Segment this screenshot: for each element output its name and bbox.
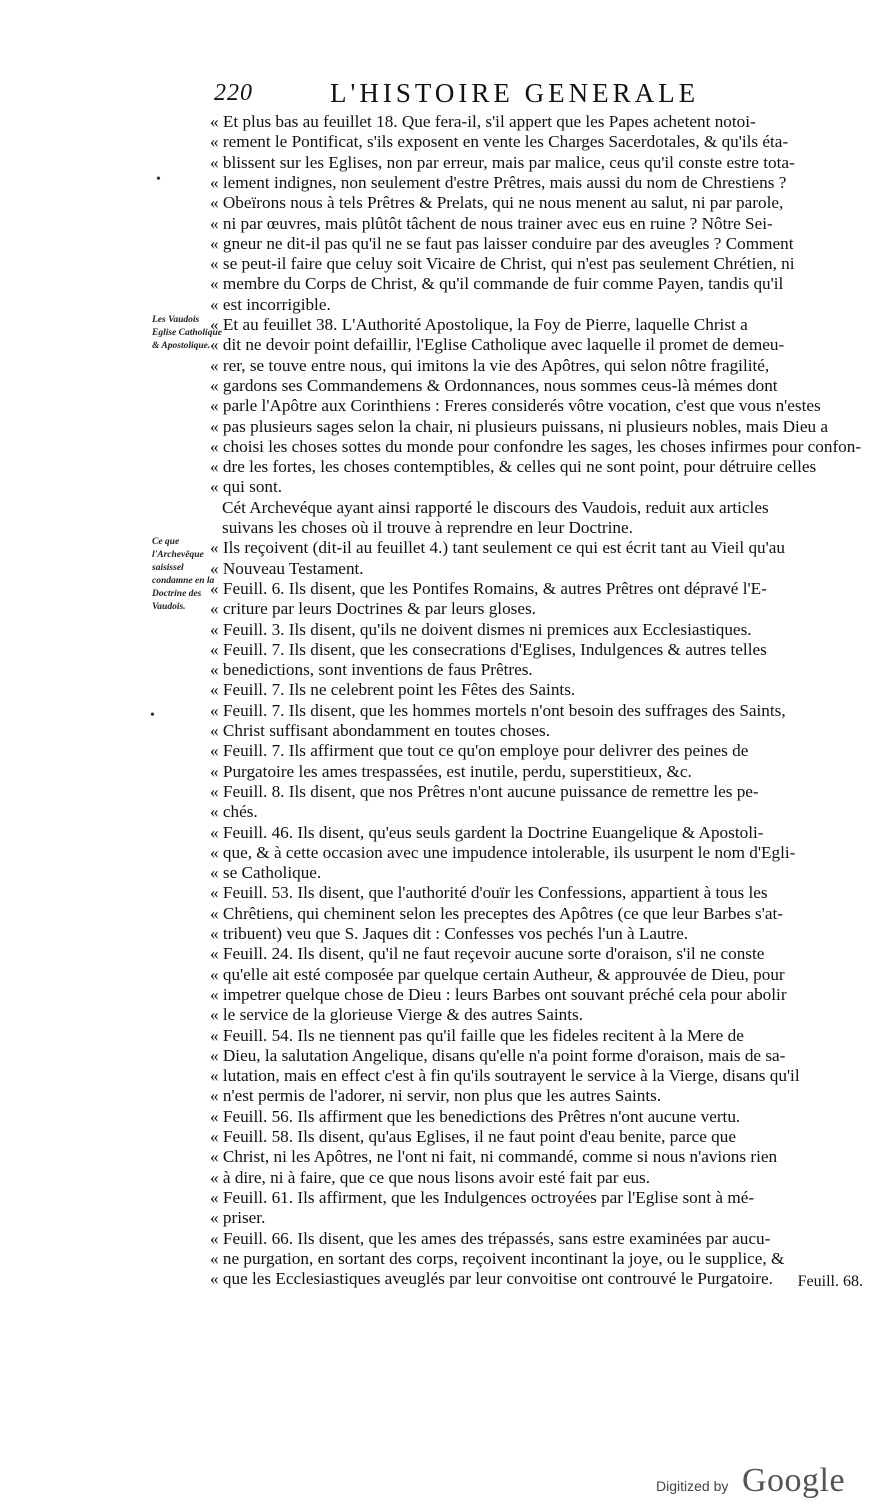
text-line: « rer, se touve entre nous, qui imitons la vie des Apôtres, qui selon nôtre fragilité, (210, 356, 770, 375)
text-line: « benedictions, sont inventions de faus Prêtres. (210, 660, 533, 679)
text-line: « Christ suffisant abondamment en toutes choses. (210, 721, 551, 740)
text-line: « qui sont. (210, 477, 283, 496)
text-line: « se Catholique. (210, 863, 322, 882)
watermark-prefix: Digitized by (656, 1478, 729, 1494)
text-line: suivans les choses où il trouve à reprendre en leur Doctrine. (222, 518, 633, 537)
text-line: « membre du Corps de Christ, & qu'il commande de fuir comme Payen, tandis qu'il (210, 274, 784, 293)
text-line: « à dire, ni à faire, que ce que nous lisons avoir esté fait par eus. (210, 1168, 651, 1187)
margin-note: Les Vaudois Eglise Catholique & Apostolique. (152, 315, 222, 351)
text-line: « Purgatoire les ames trespassées, est inutile, perdu, superstitieux, &c. (210, 762, 692, 781)
text-line: « Feuill. 7. Ils affirment que tout ce qu'on employe pour delivrer des peines de (210, 741, 749, 760)
text-line: « ni par œuvres, mais plûtôt tâchent de nous trainer avec eus en ruine ? Nôtre Sei- (210, 214, 773, 233)
text-line: « rement le Pontificat, s'ils exposent en vente les Charges Sacerdotales, & qu'ils éta- (210, 132, 789, 151)
text-line: « criture par leurs Doctrines & par leurs gloses. (210, 599, 536, 618)
catchword: Feuill. 68. (797, 1273, 863, 1290)
text-line: « priser. (210, 1208, 266, 1227)
text-line: « Et au feuillet 38. L'Authorité Apostolique, la Foy de Pierre, laquelle Christ a (210, 315, 748, 334)
text-line: « n'est permis de l'adorer, ni servir, non plus que les autres Saints. (210, 1086, 662, 1105)
text-line: « impetrer quelque chose de Dieu : leurs Barbes ont souvant préché cela pour abolir (210, 985, 787, 1004)
text-line: « Christ, ni les Apôtres, ne l'ont ni fait, ni commandé, comme si nous n'avions rien (210, 1147, 778, 1166)
text-line: « qu'elle ait esté composée par quelque certain Autheur, & approuvée de Dieu, pour (210, 965, 785, 984)
text-line: « Feuill. 8. Ils disent, que nos Prêtres n'ont aucune puissance de remettre les pe- (210, 782, 759, 801)
text-line: « gneur ne dit-il pas qu'il ne se faut pas laisser conduire par des aveugles ? Comment (210, 234, 794, 253)
page-header (200, 78, 800, 108)
text-line: « Feuill. 56. Ils affirment que les benedictions des Prêtres n'ont aucune vertu. (210, 1107, 741, 1126)
text-line: « Feuill. 6. Ils disent, que les Pontifes Romains, & autres Prêtres ont dépravé l'E- (210, 579, 767, 598)
text-line: « lutation, mais en effect c'est à fin qu'ils soutrayent le service à la Vierge, disans qu'il (210, 1066, 800, 1085)
text-line: « Feuill. 46. Ils disent, qu'eus seuls gardent la Doctrine Euangelique & Apostoli- (210, 823, 764, 842)
text-line: « parle l'Apôtre aux Corinthiens : Freres considerés vôtre vocation, c'est que vous n'estes (210, 396, 821, 415)
text-line: « choisi les choses sottes du monde pour confondre les sages, les choses infirmes pour confon- (210, 437, 862, 456)
text-line: « Et plus bas au feuillet 18. Que fera-il, s'il appert que les Papes achetent notoi- (210, 112, 756, 131)
text-line: « gardons ses Commandemens & Ordonnances, nous sommes ceus-là mémes dont (210, 376, 778, 395)
text-line: « est incorrigible. (210, 295, 331, 314)
text-line: « Feuill. 54. Ils ne tiennent pas qu'il faille que les fideles recitent à la Mere de (210, 1026, 744, 1045)
text-line: « Feuill. 7. Ils ne celebrent point les Fêtes des Saints. (210, 680, 576, 699)
text-line: « lement indignes, non seulement d'estre Prêtres, mais aussi du nom de Chrestiens ? (210, 173, 787, 192)
page-number: 220 (214, 80, 253, 106)
text-line: « Feuill. 58. Ils disent, qu'aus Eglises, il ne faut point d'eau benite, parce que (210, 1127, 736, 1146)
text-line: « Nouveau Testament. (210, 559, 364, 578)
text-line: « pas plusieurs sages selon la chair, ni plusieurs puissans, ni plusieurs nobles, mais Dieu a (210, 417, 828, 436)
text-line: « que, & à cette occasion avec une impudence intolerable, ils usurpent le nom d'Egli- (210, 843, 796, 862)
text-line: « Feuill. 66. Ils disent, que les ames des trépassés, sans estre examinées par aucu- (210, 1229, 771, 1248)
text-line: « tribuent) veu que S. Jaques dit : Confesses vos pechés l'un à Lautre. (210, 924, 689, 943)
text-line: « Feuill. 7. Ils disent, que les hommes mortels n'ont besoin des suffrages des Saints, (210, 701, 786, 720)
text-line: « Feuill. 3. Ils disent, qu'ils ne doivent dismes ni premices aux Ecclesiastiques. (210, 620, 752, 639)
text-line: « blissent sur les Eglises, non par erreur, mais par malice, ceus qu'il conste estre tota- (210, 153, 795, 172)
text-line: « que les Ecclesiastiques aveuglés par leur convoitise ont controuvé le Purgatoire. (210, 1269, 773, 1288)
text-line: « Feuill. 7. Ils disent, que les consecrations d'Eglises, Indulgences & autres telles (210, 640, 767, 659)
margin-note: Ce que l'Archevêque saisissel condamne en la Doctrine des Vaudois. (152, 537, 215, 612)
text-line: « dre les fortes, les choses contemptibles, & celles qui ne sont point, pour détruire celles (210, 457, 817, 476)
text-line: « Chrêtiens, qui cheminent selon les preceptes des Apôtres (ce que leur Barbes s'at- (210, 904, 783, 923)
text-line: « chés. (210, 802, 258, 821)
text-line: « dit ne devoir point defaillir, l'Eglise Catholique avec laquelle il promet de demeu- (210, 335, 785, 354)
text-line: « Feuill. 24. Ils disent, qu'il ne faut reçevoir aucune sorte d'oraison, s'il ne conste (210, 944, 765, 963)
running-title: L'HISTOIRE GENERALE (330, 78, 700, 108)
text-line: « Feuill. 53. Ils disent, que l'authorité d'ouïr les Confessions, appartient à tous les (210, 883, 768, 902)
google-logo: Google (742, 1462, 846, 1499)
text-line: « le service de la glorieuse Vierge & des autres Saints. (210, 1005, 584, 1024)
text-line: Cét Archevéque ayant ainsi rapporté le discours des Vaudois, reduit aux articles (222, 498, 769, 517)
text-line: « Ils reçoivent (dit-il au feuillet 4.) tant seulement ce qui est écrit tant au Vieil qu'au (210, 538, 785, 557)
text-line: « Dieu, la salutation Angelique, disans qu'elle n'a point forme d'oraison, mais de sa- (210, 1046, 786, 1065)
text-line: « ne purgation, en sortant des corps, reçoivent incontinant la joye, ou le supplice, & (210, 1249, 785, 1268)
stray-mark: • (150, 708, 155, 723)
text-line: « se peut-il faire que celuy soit Vicaire de Christ, qui n'est pas seulement Chrétien, ni (210, 254, 795, 273)
text-line: « Obeïrons nous à tels Prêtres & Prelats, qui ne nous menent au salut, ni par parole, (210, 193, 784, 212)
stray-mark: • (156, 172, 161, 187)
google-watermark (656, 1460, 876, 1500)
text-line: « Feuill. 61. Ils affirment, que les Indulgences octroyées par l'Eglise sont à mé- (210, 1188, 755, 1207)
